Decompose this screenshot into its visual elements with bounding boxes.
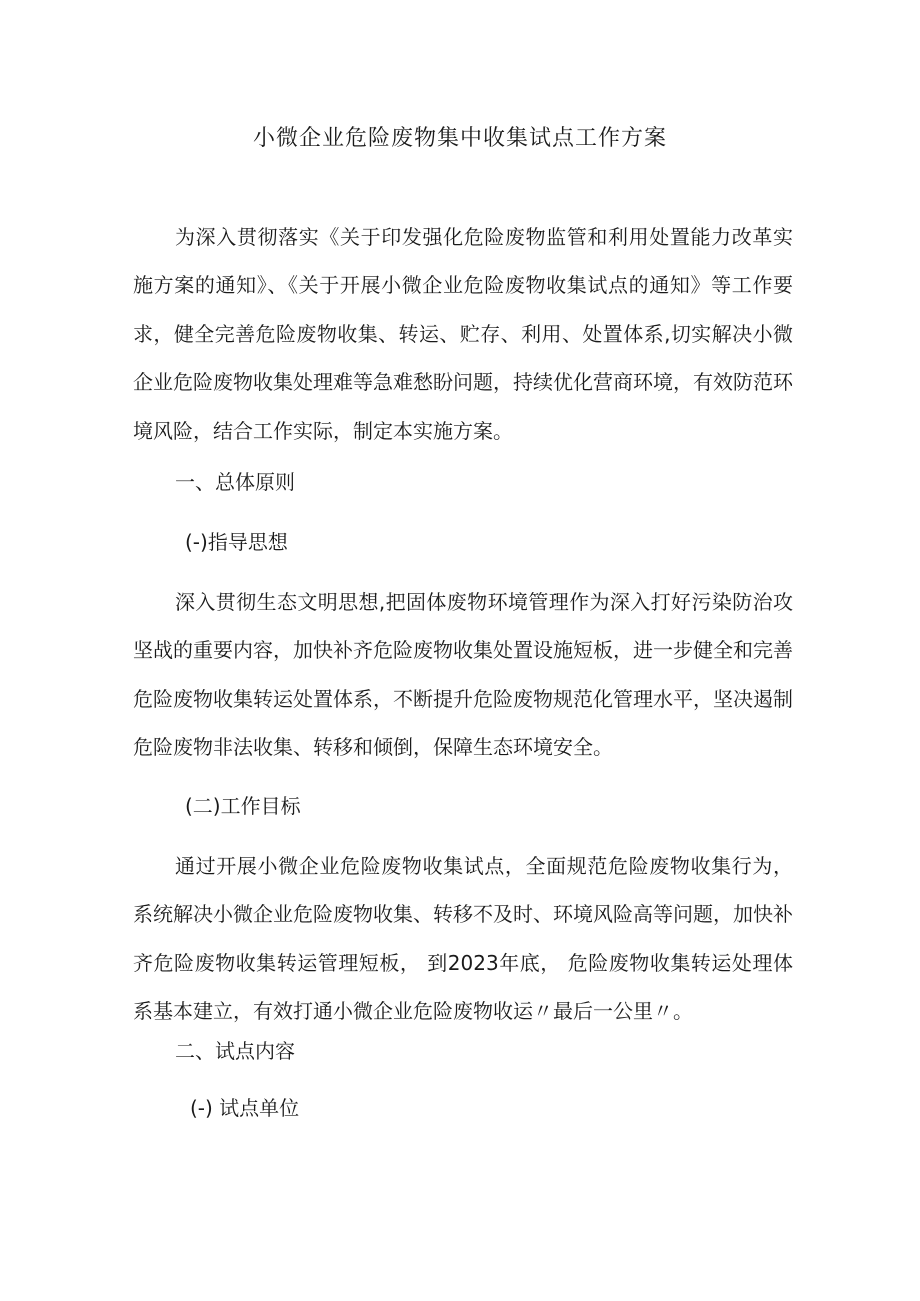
subsection-heading-work-goals: (二)工作目标 xyxy=(185,794,301,818)
section-heading-pilot-content: 二、试点内容 xyxy=(175,1039,295,1063)
subsection-heading-pilot-units: (-) 试点单位 xyxy=(190,1096,300,1120)
document-title: 小微企业危险废物集中收集试点工作方案 xyxy=(252,126,667,151)
guiding-ideology-paragraph: 深入贯彻生态文明思想,把固体废物环境管理作为深入打好污染防治攻坚战的重要内容，加快补齐危险废物收集处置设施短板，进一步健全和完善危险废物收集转运处置体系，不断提升危险废物规范化管理水平，坚决遏制危险废物非法收集、转移和倾倒，保障生态环境安全。 xyxy=(133,590,793,760)
intro-paragraph: 为深入贯彻落实《关于印发强化危险废物监管和利用处置能力改革实施方案的通知》、《关于开展小微企业危险废物收集试点的通知》等工作要求，健全完善危险废物收集、转运、贮存、利用、处置体系,切实解决小微企业危险废物收集处理难等急难愁盼问题，持续优化营商环境，有效防范环境风险，结合工作实际，制定本实施方案。 xyxy=(133,225,793,443)
section-heading-principles: 一、总体原则 xyxy=(175,470,295,494)
work-goals-paragraph: 通过开展小微企业危险废物收集试点，全面规范危险废物收集行为，系统解决小微企业危险废物收集、转移不及时、环境风险高等问题，加快补齐危险废物收集转运管理短板， 到2023年底， 危险废物收集转运处理体系基本建立，有效打通小微企业危险废物收运〃最后一公里〃。 xyxy=(133,854,793,1024)
subsection-heading-guiding-ideology: (-)指导思想 xyxy=(185,530,288,554)
